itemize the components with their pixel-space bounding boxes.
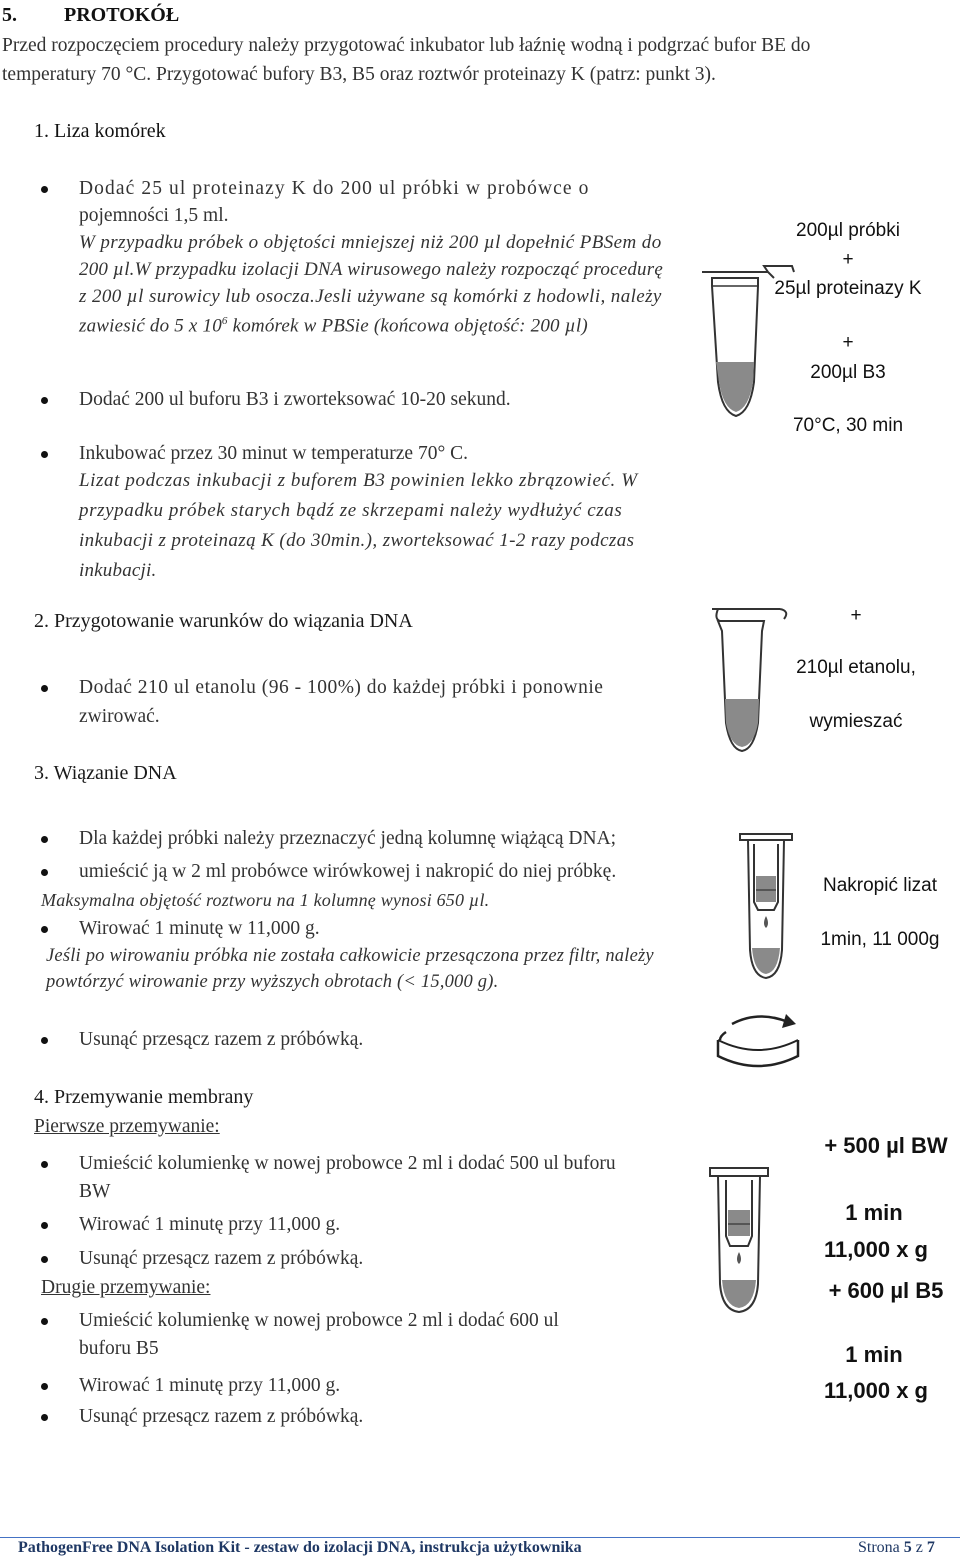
step1-note3-line2: przypadku próbek starych bądź ze skrzepami należy wydłużyć czas bbox=[79, 500, 623, 521]
step3-bullet1: Dla każdej próbki należy przeznaczyć jedną kolumnę wiążącą DNA; bbox=[79, 828, 617, 849]
footer-divider bbox=[0, 1537, 960, 1538]
first-wash-step1-line1: Umieścić kolumienkę w nowej probowce 2 ml i dodać 500 ul buforu bbox=[79, 1153, 616, 1174]
section-title: PROTOKÓŁ bbox=[64, 4, 180, 26]
bullet-icon bbox=[41, 451, 48, 458]
side4-line5: 1 min bbox=[845, 1342, 903, 1367]
side4-line2: 1 min bbox=[845, 1200, 903, 1225]
step1-note1-line1: W przypadku próbek o objętości mniejszej niż 200 µl dopełnić PBSem do bbox=[79, 232, 662, 253]
section-number: 5. bbox=[2, 4, 17, 26]
step1-note3-line1: Lizat podczas inkubacji z buforem B3 powinien lekko zbrązowieć. W bbox=[79, 470, 638, 491]
footer-title: PathogenFree DNA Isolation Kit - zestaw do izolacji DNA, instrukcja użytkownika bbox=[18, 1539, 582, 1556]
bullet-icon bbox=[41, 926, 48, 933]
step1-bullet1-line2: pojemności 1,5 ml. bbox=[79, 205, 229, 226]
first-wash-step2: Wirować 1 minutę przy 11,000 g. bbox=[79, 1214, 341, 1235]
side3-line1: Nakropić lizat bbox=[822, 875, 938, 896]
side2-line2: wymieszać bbox=[809, 711, 903, 732]
first-wash-step1-line2: BW bbox=[79, 1181, 111, 1202]
step2-bullet1-line1: Dodać 210 ul etanolu (96 - 100%) do każdej próbki i ponownie bbox=[79, 677, 604, 698]
bullet-icon bbox=[41, 186, 48, 193]
side2-plus: + bbox=[850, 605, 862, 626]
bullet-icon bbox=[41, 1318, 48, 1325]
bullet-icon bbox=[41, 1414, 48, 1421]
first-wash-label: Pierwsze przemywanie: bbox=[34, 1116, 220, 1137]
bullet-icon bbox=[41, 1256, 48, 1263]
step4-heading: 4. Przemywanie membrany bbox=[34, 1086, 254, 1108]
side1-line4: 70°C, 30 min bbox=[792, 415, 904, 436]
rotation-arrow-icon bbox=[712, 1010, 804, 1072]
second-wash-step3: Usunąć przesącz razem z próbówką. bbox=[79, 1406, 364, 1427]
step1-note1-line3: z 200 µl surowicy lub osocza.Jesli używane są komórki z hodowli, należy bbox=[79, 286, 662, 307]
side2-line1: 210µl etanolu, bbox=[796, 657, 916, 678]
step1-bullet1-line1: Dodać 25 ul proteinazy K do 200 ul próbki w probówce o bbox=[79, 178, 590, 199]
side4-line3: 11,000 x g bbox=[824, 1237, 928, 1262]
step1-heading: 1. Liza komórek bbox=[34, 120, 166, 142]
step1-note1-line2: 200 µl.W przypadku izolacji DNA wirusowego należy rozpocząć procedurę bbox=[79, 259, 663, 280]
step2-heading: 2. Przygotowanie warunków do wiązania DNA bbox=[34, 610, 413, 632]
bullet-icon bbox=[41, 1222, 48, 1229]
page-footer bbox=[0, 1537, 960, 1563]
step3-heading: 3. Wiązanie DNA bbox=[34, 762, 177, 784]
step3-note3-line2: powtórzyć wirowanie przy wyższych obrotach (< 15,000 g). bbox=[46, 972, 499, 992]
step1-bullet2: Dodać 200 ul buforu B3 i zworteksować 10-20 sekund. bbox=[79, 389, 511, 410]
second-wash-step1-line1: Umieścić kolumienkę w nowej probowce 2 ml i dodać 600 ul bbox=[79, 1310, 559, 1331]
page-counter: Strona 5 z 7 bbox=[858, 1539, 935, 1556]
step3-note3-line1: Jeśli po wirowaniu próbka nie została całkowicie przesączona przez filtr, należy bbox=[46, 946, 654, 966]
second-wash-step1-line2: buforu B5 bbox=[79, 1338, 159, 1359]
side1-line2: 25µl proteinazy K bbox=[774, 278, 922, 299]
step1-note3-line4: inkubacji. bbox=[79, 560, 157, 581]
bullet-icon bbox=[41, 1161, 48, 1168]
step3-bullet2: umieścić ją w 2 ml probówce wirówkowej i nakropić do niej próbkę. bbox=[79, 861, 617, 882]
side4-line1: + 500 µl BW bbox=[824, 1133, 948, 1158]
side1-plus1: + bbox=[842, 249, 854, 270]
step2-bullet1-line2: zwirować. bbox=[79, 706, 160, 727]
step3-bullet3: Wirować 1 minutę w 11,000 g. bbox=[79, 918, 320, 939]
bullet-icon bbox=[41, 685, 48, 692]
bullet-icon bbox=[41, 836, 48, 843]
bullet-icon bbox=[41, 1383, 48, 1390]
intro-line-2: temperatury 70 °C. Przygotować bufory B3, B5 oraz roztwór proteinazy K (patrz: punkt 3). bbox=[2, 64, 716, 85]
side1-plus2: + bbox=[842, 332, 854, 353]
side1-line3: 200µl B3 bbox=[810, 362, 886, 383]
wash-column-icon bbox=[708, 1166, 770, 1316]
side4-line4: + 600 µl B5 bbox=[828, 1278, 944, 1303]
step1-note3-line3: inkubacji z proteinazą K (do 30min.), zworteksować 1-2 razy podczas bbox=[79, 530, 635, 551]
spin-column-icon bbox=[736, 830, 796, 980]
step3-bullet4: Usunąć przesącz razem z próbówką. bbox=[79, 1029, 364, 1050]
bullet-icon bbox=[41, 869, 48, 876]
side1-line1: 200µl próbki bbox=[796, 220, 900, 241]
side3-line2: 1min, 11 000g bbox=[820, 929, 940, 950]
second-wash-label: Drugie przemywanie: bbox=[41, 1277, 211, 1298]
first-wash-step3: Usunąć przesącz razem z próbówką. bbox=[79, 1248, 364, 1269]
step1-note1-line4: zawiesić do 5 x $10^6$ komórek w PBSie (końcowa objętość: 200 µl) bbox=[79, 315, 588, 337]
second-wash-step2: Wirować 1 minutę przy 11,000 g. bbox=[79, 1375, 341, 1396]
bullet-icon bbox=[41, 397, 48, 404]
bullet-icon bbox=[41, 1037, 48, 1044]
side4-line6: 11,000 x g bbox=[824, 1378, 928, 1403]
step1-bullet3: Inkubować przez 30 minut w temperaturze 70° C. bbox=[79, 443, 469, 464]
step3-note2: Maksymalna objętość roztworu na 1 kolumnę wynosi 650 µl. bbox=[41, 890, 490, 910]
intro-line-1: Przed rozpoczęciem procedury należy przygotować inkubator lub łaźnię wodną i podgrzać bufor BE do bbox=[2, 35, 811, 56]
